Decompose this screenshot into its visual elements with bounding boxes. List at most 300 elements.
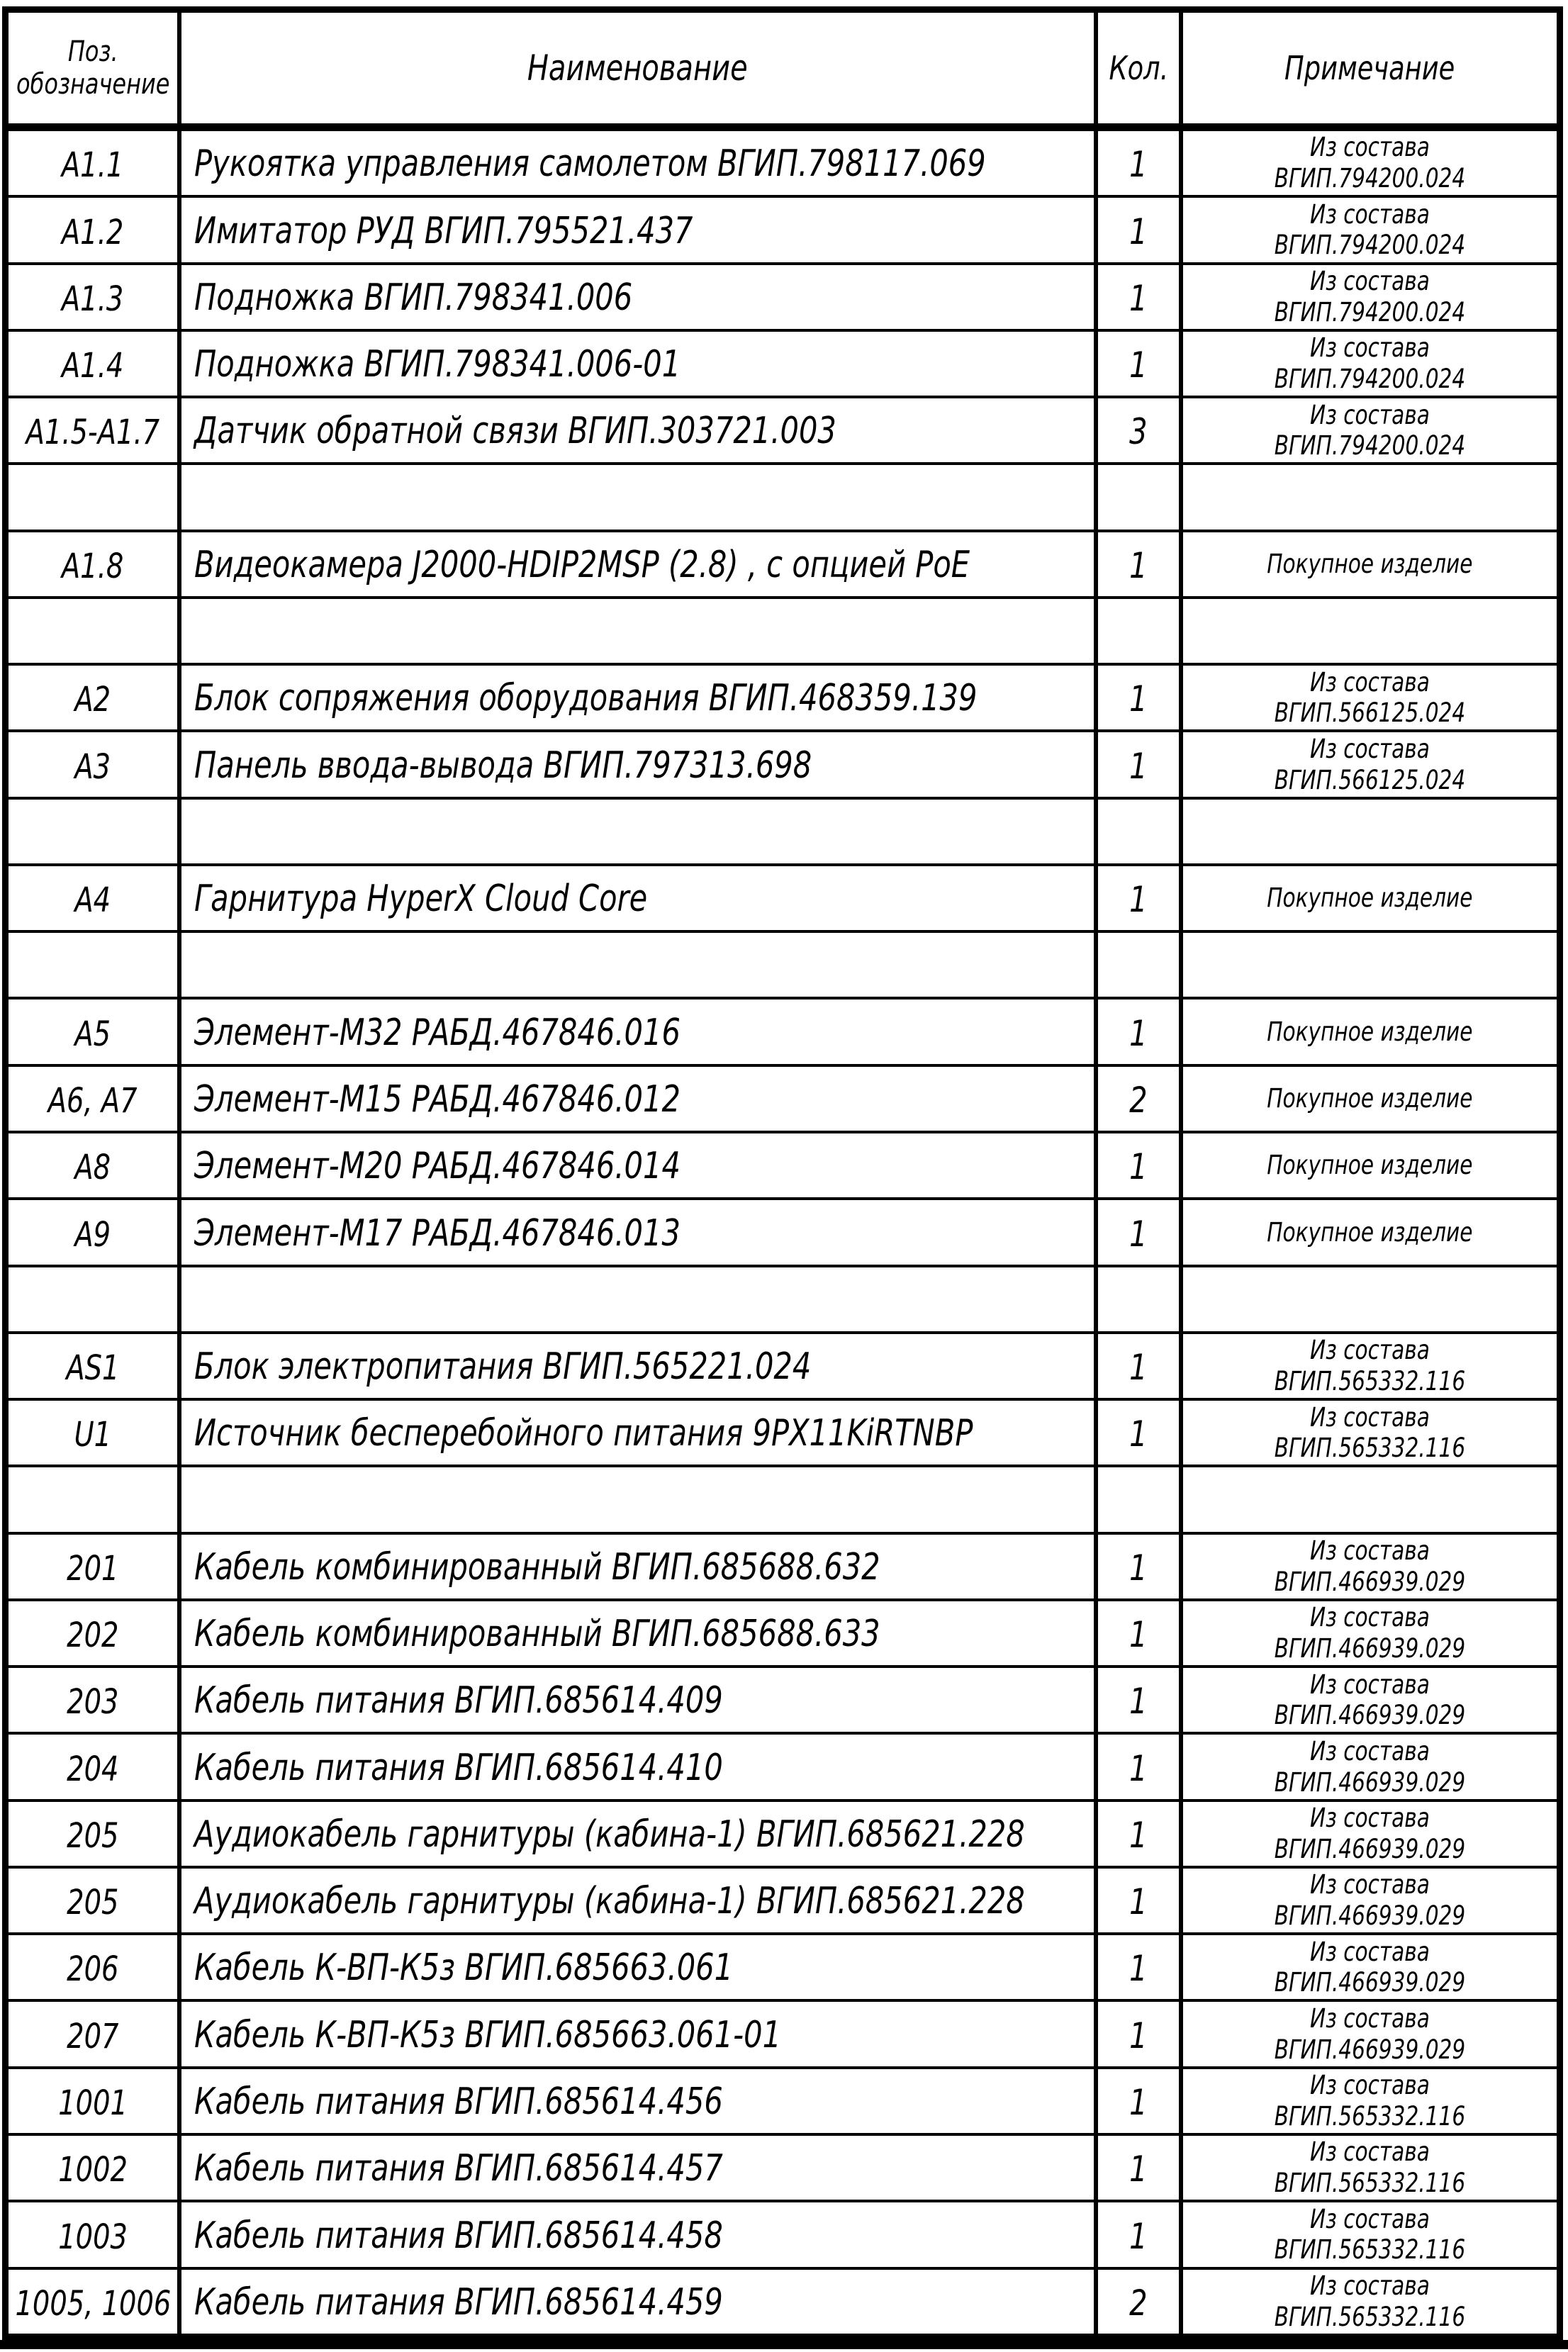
name-cell xyxy=(181,1200,1098,1264)
note-line-2: ВГИП.466939.029 xyxy=(1274,1833,1466,1864)
note-cell xyxy=(1183,999,1557,1063)
pos-cell xyxy=(9,398,181,462)
qty-label: 1 xyxy=(1129,1747,1148,1789)
qty-label: 2 xyxy=(1129,2282,1148,2324)
qty-label: 1 xyxy=(1129,211,1148,252)
name-cell xyxy=(181,2069,1098,2133)
note-cell xyxy=(1183,2069,1557,2133)
qty-cell xyxy=(1098,465,1183,529)
name-cell xyxy=(181,866,1098,930)
qty-cell xyxy=(1098,666,1183,729)
note-line-1: Покупное изделие xyxy=(1267,1083,1473,1114)
qty-label: 1 xyxy=(1129,1681,1148,1723)
note-line-1: Из состава xyxy=(1310,733,1430,764)
table-row xyxy=(9,198,1557,264)
name-label: Кабель комбинированный ВГИП.685688.633 xyxy=(194,1613,880,1656)
qty-cell xyxy=(1098,1267,1183,1331)
table-row xyxy=(9,2069,1557,2136)
name-cell xyxy=(181,265,1098,329)
note-line-1: Покупное изделие xyxy=(1267,1150,1473,1181)
pos-cell xyxy=(9,666,181,729)
note-label xyxy=(1275,1535,1466,1597)
note-line-1: Из состава xyxy=(1310,1535,1430,1567)
note-line-1: Из состава xyxy=(1310,132,1430,163)
note-line-1: Покупное изделие xyxy=(1267,1016,1473,1047)
name-cell xyxy=(181,1802,1098,1866)
note-label xyxy=(1275,1602,1466,1664)
pos-cell xyxy=(9,198,181,262)
pos-label: А1.4 xyxy=(62,346,124,386)
pos-cell xyxy=(9,1334,181,1398)
pos-label: 201 xyxy=(67,1548,119,1589)
note-cell xyxy=(1183,532,1557,596)
note-cell xyxy=(1183,1802,1557,1866)
qty-cell xyxy=(1098,999,1183,1063)
pos-label: А1.2 xyxy=(62,212,124,252)
table-row xyxy=(9,1401,1557,1467)
qty-cell xyxy=(1098,2202,1183,2266)
note-cell xyxy=(1183,732,1557,796)
note-cell xyxy=(1183,599,1557,663)
table-row xyxy=(9,1467,1557,1534)
note-line-1: Из состава xyxy=(1310,1602,1430,1633)
name-label: Кабель К-ВП-К5з ВГИП.685663.061 xyxy=(194,1947,734,1990)
qty-label: 1 xyxy=(1129,277,1148,319)
note-line-1: Из состава xyxy=(1310,266,1430,296)
qty-label: 1 xyxy=(1129,1881,1148,1923)
note-line-1: Из состава xyxy=(1310,399,1430,430)
qty-cell xyxy=(1098,933,1183,997)
header-name-label: Наименование xyxy=(527,47,748,89)
pos-label: А1.5-А1.7 xyxy=(26,413,160,453)
note-line-2: ВГИП.565332.116 xyxy=(1274,2301,1466,2332)
note-label xyxy=(1275,1335,1466,1396)
qty-cell xyxy=(1098,1067,1183,1131)
name-cell xyxy=(181,1334,1098,1398)
qty-cell xyxy=(1098,866,1183,930)
pos-label: U1 xyxy=(74,1415,112,1455)
note-label xyxy=(1275,667,1466,729)
name-label: Аудиокабель гарнитуры (кабина-1) ВГИП.685621.228 xyxy=(194,1813,1025,1856)
pos-label: AS1 xyxy=(66,1348,120,1389)
table-row xyxy=(9,999,1557,1066)
note-line-1: Покупное изделие xyxy=(1267,548,1473,579)
note-line-2: ВГИП.466939.029 xyxy=(1274,2034,1466,2065)
name-cell xyxy=(181,1401,1098,1465)
pos-cell xyxy=(9,2002,181,2066)
name-label: Элемент-М20 РАБД.467846.014 xyxy=(194,1145,681,1188)
header-note xyxy=(1183,13,1557,123)
note-line-2: ВГИП.466939.029 xyxy=(1274,1766,1466,1798)
table-row xyxy=(9,1668,1557,1735)
table-header-row xyxy=(9,13,1557,131)
note-cell xyxy=(1183,2202,1557,2266)
qty-cell xyxy=(1098,2270,1183,2334)
note-cell xyxy=(1183,1535,1557,1598)
note-cell xyxy=(1183,1668,1557,1732)
table-row xyxy=(9,332,1557,398)
qty-cell xyxy=(1098,1802,1183,1866)
pos-label: 207 xyxy=(67,2016,119,2056)
qty-label: 3 xyxy=(1129,411,1148,453)
pos-cell xyxy=(9,1267,181,1331)
note-line-2: ВГИП.466939.029 xyxy=(1274,1633,1466,1664)
name-cell xyxy=(181,198,1098,262)
parts-list-table xyxy=(2,6,1563,2340)
qty-cell xyxy=(1098,2069,1183,2133)
pos-label: А2 xyxy=(74,680,111,720)
qty-label: 1 xyxy=(1129,345,1148,386)
pos-cell xyxy=(9,2136,181,2200)
name-cell xyxy=(181,1267,1098,1331)
note-label xyxy=(1275,266,1466,327)
qty-cell xyxy=(1098,532,1183,596)
pos-cell xyxy=(9,1935,181,1999)
pos-label: А1.3 xyxy=(62,279,124,319)
note-label xyxy=(1275,1803,1466,1864)
pos-cell xyxy=(9,599,181,663)
pos-label: 205 xyxy=(67,1815,119,1856)
name-label: Подножка ВГИП.798341.006-01 xyxy=(194,343,681,386)
note-line-1: Из состава xyxy=(1310,2003,1430,2034)
name-cell xyxy=(181,131,1098,195)
note-label xyxy=(1275,2070,1466,2132)
note-line-1: Из состава xyxy=(1310,1335,1430,1366)
note-line-1: Из состава xyxy=(1310,2270,1430,2301)
pos-cell xyxy=(9,1668,181,1732)
name-label: Рукоятка управления самолетом ВГИП.798117.069 xyxy=(194,142,986,186)
qty-label: 1 xyxy=(1129,544,1148,586)
pos-label: А1.1 xyxy=(62,145,124,186)
note-label xyxy=(1275,1869,1466,1931)
note-label xyxy=(1275,2270,1466,2332)
note-cell xyxy=(1183,131,1557,195)
qty-label: 1 xyxy=(1129,2015,1148,2056)
note-cell xyxy=(1183,198,1557,262)
note-line-1: Из состава xyxy=(1310,1401,1430,1433)
table-row xyxy=(9,732,1557,799)
note-line-1: Из состава xyxy=(1310,2203,1430,2234)
qty-cell xyxy=(1098,398,1183,462)
name-label: Кабель комбинированный ВГИП.685688.632 xyxy=(194,1545,880,1589)
note-label xyxy=(1267,1217,1472,1248)
note-line-1: Из состава xyxy=(1310,1803,1430,1834)
pos-cell xyxy=(9,866,181,930)
table-row xyxy=(9,1802,1557,1869)
name-label: Видеокамера J2000-HDIP2MSP (2.8) , с опцией PoE xyxy=(194,543,970,586)
pos-cell xyxy=(9,2202,181,2266)
pos-label: А8 xyxy=(74,1148,111,1188)
name-cell xyxy=(181,1067,1098,1131)
pos-label: 204 xyxy=(67,1749,119,1789)
table-row xyxy=(9,1200,1557,1267)
name-cell xyxy=(181,1601,1098,1665)
pos-cell xyxy=(9,1133,181,1197)
note-line-1: Из состава xyxy=(1310,1936,1430,1967)
note-label xyxy=(1275,199,1466,261)
note-line-2: ВГИП.565332.116 xyxy=(1274,2100,1466,2132)
name-cell xyxy=(181,1535,1098,1598)
qty-cell xyxy=(1098,1334,1183,1398)
note-label xyxy=(1275,1669,1466,1731)
note-label xyxy=(1275,132,1466,194)
qty-label: 1 xyxy=(1129,1547,1148,1589)
qty-cell xyxy=(1098,2136,1183,2200)
name-cell xyxy=(181,465,1098,529)
qty-label: 1 xyxy=(1129,1146,1148,1188)
name-cell xyxy=(181,999,1098,1063)
qty-label: 1 xyxy=(1129,1012,1148,1054)
note-cell xyxy=(1183,1067,1557,1131)
pos-label: А1.8 xyxy=(62,546,124,586)
name-label: Датчик обратной связи ВГИП.303721.003 xyxy=(194,410,836,453)
note-label xyxy=(1275,400,1466,461)
name-cell xyxy=(181,398,1098,462)
name-label: Источник бесперебойного питания 9PX11KiRTNBP xyxy=(194,1412,973,1455)
note-line-1: Из состава xyxy=(1310,666,1430,698)
name-cell xyxy=(181,2002,1098,2066)
name-label: Элемент-М17 РАБД.467846.013 xyxy=(194,1211,681,1255)
note-label xyxy=(1275,332,1466,394)
pos-label: А6, А7 xyxy=(48,1080,138,1121)
pos-cell xyxy=(9,999,181,1063)
qty-label: 1 xyxy=(1129,1347,1148,1389)
header-pos-designation xyxy=(9,13,181,123)
qty-cell xyxy=(1098,265,1183,329)
qty-label: 1 xyxy=(1129,2081,1148,2123)
table-row xyxy=(9,1133,1557,1200)
qty-cell xyxy=(1098,1401,1183,1465)
name-label: Кабель питания ВГИП.685614.459 xyxy=(194,2280,723,2324)
note-cell xyxy=(1183,2136,1557,2200)
name-cell xyxy=(181,800,1098,863)
name-label: Подножка ВГИП.798341.006 xyxy=(194,276,633,319)
pos-cell xyxy=(9,1601,181,1665)
note-line-1: Из состава xyxy=(1310,1869,1430,1900)
pos-label: 1001 xyxy=(58,2083,128,2123)
note-label xyxy=(1275,1937,1466,1998)
name-label: Блок электропитания ВГИП.565221.024 xyxy=(194,1345,812,1389)
qty-cell xyxy=(1098,1133,1183,1197)
name-cell xyxy=(181,1935,1098,1999)
note-line-1: Из состава xyxy=(1310,2070,1430,2101)
qty-cell xyxy=(1098,1668,1183,1732)
note-cell xyxy=(1183,800,1557,863)
pos-label: А3 xyxy=(74,746,111,787)
name-cell xyxy=(181,1467,1098,1531)
qty-cell xyxy=(1098,1200,1183,1264)
table-row xyxy=(9,1601,1557,1668)
note-line-2: ВГИП.565332.116 xyxy=(1274,1365,1466,1396)
qty-cell xyxy=(1098,1935,1183,1999)
name-cell xyxy=(181,1869,1098,1932)
qty-cell xyxy=(1098,2002,1183,2066)
name-label: Элемент-М15 РАБД.467846.012 xyxy=(194,1077,681,1121)
name-label: Кабель питания ВГИП.685614.458 xyxy=(194,2214,723,2257)
note-label xyxy=(1267,883,1472,914)
note-label xyxy=(1275,1736,1466,1798)
qty-cell xyxy=(1098,131,1183,195)
note-line-2: ВГИП.565332.116 xyxy=(1274,1433,1466,1464)
note-line-1: Из состава xyxy=(1310,2137,1430,2168)
name-cell xyxy=(181,2202,1098,2266)
table-row xyxy=(9,599,1557,666)
name-cell xyxy=(181,732,1098,796)
table-row xyxy=(9,2136,1557,2202)
note-cell xyxy=(1183,465,1557,529)
note-line-2: ВГИП.794200.024 xyxy=(1274,296,1466,327)
table-row xyxy=(9,2202,1557,2269)
note-cell xyxy=(1183,398,1557,462)
name-label: Кабель питания ВГИП.685614.457 xyxy=(194,2147,723,2190)
note-cell xyxy=(1183,2270,1557,2334)
name-cell xyxy=(181,1668,1098,1732)
note-label xyxy=(1267,1017,1472,1048)
table-row xyxy=(9,265,1557,332)
pos-label: 1005, 1006 xyxy=(15,2283,171,2324)
qty-cell xyxy=(1098,198,1183,262)
pos-label: 1002 xyxy=(58,2150,128,2190)
note-cell xyxy=(1183,1334,1557,1398)
pos-label: 203 xyxy=(67,1682,119,1723)
note-line-2: ВГИП.794200.024 xyxy=(1274,230,1466,261)
table-row xyxy=(9,666,1557,732)
note-line-2: ВГИП.566125.024 xyxy=(1274,698,1466,729)
header-name xyxy=(181,13,1098,123)
name-cell xyxy=(181,1133,1098,1197)
name-label: Кабель питания ВГИП.685614.456 xyxy=(194,2080,723,2123)
pos-cell xyxy=(9,1802,181,1866)
pos-label: 1003 xyxy=(58,2217,128,2257)
note-line-2: ВГИП.794200.024 xyxy=(1274,163,1466,194)
note-cell xyxy=(1183,866,1557,930)
page-bottom-edge xyxy=(0,2340,1568,2349)
pos-cell xyxy=(9,2069,181,2133)
name-label: Блок сопряжения оборудования ВГИП.468359.139 xyxy=(194,677,978,720)
pos-cell xyxy=(9,131,181,195)
table-row xyxy=(9,1267,1557,1334)
pos-label: А9 xyxy=(74,1214,111,1255)
note-label xyxy=(1275,2003,1466,2065)
name-label: Гарнитура HyperX Cloud Core xyxy=(194,878,648,921)
qty-cell xyxy=(1098,732,1183,796)
header-qty xyxy=(1098,13,1183,123)
note-cell xyxy=(1183,1467,1557,1531)
note-cell xyxy=(1183,666,1557,729)
name-cell xyxy=(181,2136,1098,2200)
note-cell xyxy=(1183,1200,1557,1264)
note-label xyxy=(1267,1150,1472,1181)
name-label: Аудиокабель гарнитуры (кабина-1) ВГИП.685621.228 xyxy=(194,1880,1025,1923)
table-row xyxy=(9,398,1557,465)
note-cell xyxy=(1183,1133,1557,1197)
name-cell xyxy=(181,532,1098,596)
name-cell xyxy=(181,1735,1098,1798)
qty-label: 1 xyxy=(1129,1814,1148,1856)
qty-label: 1 xyxy=(1129,2149,1148,2190)
header-note-label: Примечание xyxy=(1284,49,1455,87)
table-row xyxy=(9,933,1557,999)
table-row xyxy=(9,131,1557,198)
note-label xyxy=(1267,1083,1472,1114)
note-line-2: ВГИП.466939.029 xyxy=(1274,1700,1466,1731)
qty-label: 1 xyxy=(1129,1948,1148,1990)
note-line-2: ВГИП.565332.116 xyxy=(1274,2234,1466,2266)
note-line-1: Из состава xyxy=(1310,332,1430,364)
qty-cell xyxy=(1098,1467,1183,1531)
header-qty-label: Кол. xyxy=(1109,49,1168,87)
pos-label: А4 xyxy=(74,880,111,921)
qty-label: 1 xyxy=(1129,1213,1148,1255)
note-line-2: ВГИП.466939.029 xyxy=(1274,1967,1466,1998)
pos-cell xyxy=(9,1869,181,1932)
pos-cell xyxy=(9,1067,181,1131)
note-cell xyxy=(1183,1267,1557,1331)
table-row xyxy=(9,1735,1557,1801)
table-row xyxy=(9,465,1557,532)
pos-cell xyxy=(9,2270,181,2334)
name-cell xyxy=(181,666,1098,729)
qty-cell xyxy=(1098,1535,1183,1598)
pos-cell xyxy=(9,933,181,997)
table-row xyxy=(9,2002,1557,2068)
pos-label: 202 xyxy=(67,1615,119,1656)
pos-cell xyxy=(9,332,181,396)
table-row xyxy=(9,800,1557,866)
note-line-1: Покупное изделие xyxy=(1267,883,1473,914)
qty-label: 1 xyxy=(1129,879,1148,921)
pos-cell xyxy=(9,800,181,863)
name-label: Панель ввода-вывода ВГИП.797313.698 xyxy=(194,744,812,787)
note-cell xyxy=(1183,332,1557,396)
qty-cell xyxy=(1098,800,1183,863)
qty-label: 1 xyxy=(1129,678,1148,720)
note-label xyxy=(1275,2137,1466,2198)
name-cell xyxy=(181,933,1098,997)
pos-cell xyxy=(9,465,181,529)
note-line-2: ВГИП.466939.029 xyxy=(1274,1900,1466,1932)
note-line-1: Покупное изделие xyxy=(1267,1216,1473,1248)
note-label xyxy=(1275,1402,1466,1464)
note-cell xyxy=(1183,1601,1557,1665)
table-row xyxy=(9,1869,1557,1935)
qty-label: 2 xyxy=(1129,1079,1148,1121)
qty-label: 1 xyxy=(1129,1413,1148,1455)
note-line-1: Из состава xyxy=(1310,198,1430,230)
table-row xyxy=(9,1935,1557,2002)
table-row xyxy=(9,1067,1557,1133)
note-cell xyxy=(1183,1935,1557,1999)
qty-label: 1 xyxy=(1129,2215,1148,2257)
table-row xyxy=(9,532,1557,599)
pos-label: 206 xyxy=(67,1949,119,1990)
pos-label: А5 xyxy=(74,1014,111,1054)
note-line-1: Из состава xyxy=(1310,1735,1430,1766)
note-line-2: ВГИП.565332.116 xyxy=(1274,2168,1466,2199)
note-line-2: ВГИП.794200.024 xyxy=(1274,363,1466,394)
table-row xyxy=(9,1535,1557,1601)
header-pos-label: Поз. обозначение xyxy=(16,35,170,101)
name-cell xyxy=(181,332,1098,396)
note-cell xyxy=(1183,1869,1557,1932)
name-label: Имитатор РУД ВГИП.795521.437 xyxy=(194,209,693,252)
qty-cell xyxy=(1098,599,1183,663)
name-label: Кабель питания ВГИП.685614.409 xyxy=(194,1679,723,1723)
pos-cell xyxy=(9,1467,181,1531)
qty-label: 1 xyxy=(1129,1614,1148,1656)
name-label: Элемент-М32 РАБД.467846.016 xyxy=(194,1011,681,1054)
name-cell xyxy=(181,599,1098,663)
